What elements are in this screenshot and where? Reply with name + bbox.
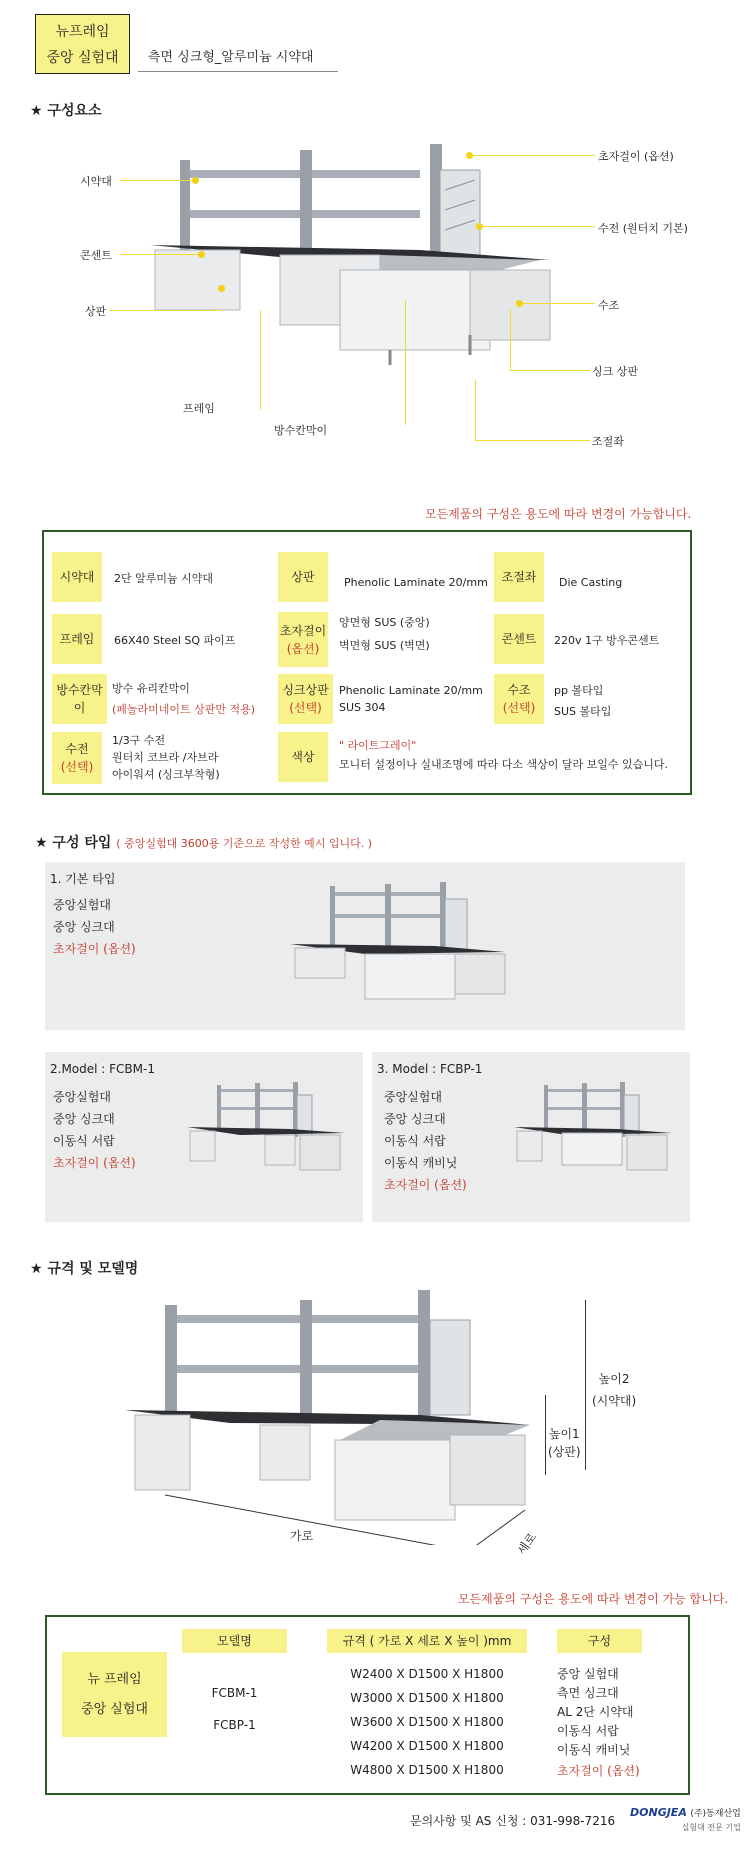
spec-value-leveler: Die Casting: [559, 576, 623, 589]
brand-line2: 중앙 실험대: [46, 50, 119, 66]
components-heading: ★ 구성요소: [30, 103, 102, 119]
label-splash-guard: 방수칸막이: [274, 424, 328, 437]
dimension-illustration: [120, 1285, 550, 1545]
spec-value-top: Phenolic Laminate 20/mm: [344, 576, 488, 589]
brand-line1: 뉴프레임: [55, 24, 110, 40]
spec-label-frame: 프레임: [52, 614, 102, 664]
label-reagent-shelf: 시약대: [80, 175, 112, 188]
label-faucet: 수전 (원터치 기본): [598, 222, 688, 235]
depth-label: 세로: [514, 1530, 540, 1558]
model-box: [45, 1615, 690, 1795]
type-fcbp-illustration: [512, 1077, 682, 1187]
type-fcbm-illustration: [185, 1077, 355, 1187]
label-leveler: 조절좌: [592, 435, 624, 448]
spec-label-sink-top: 싱크상판 (선택): [278, 674, 333, 724]
spec-value-outlet: 220v 1구 방우콘센트: [554, 634, 660, 647]
contact-info: 문의사항 및 AS 신청 : 031-998-7216: [410, 1814, 616, 1828]
model-name-box: 뉴 프레임 중앙 실험대: [62, 1652, 167, 1737]
col-header-composition: 구성: [557, 1629, 642, 1653]
type-fcbm-items: 중앙실험대 중앙 싱크대 이동식 서랍 초자걸이 (옵션): [53, 1090, 136, 1170]
model-specs: W2400 X D1500 X H1800 W3000 X D1500 X H1800 W3600 X D1500 X H1800 W4200 X D1500 X H1800 W4800 X D1500 X H1800: [350, 1667, 504, 1777]
types-heading: ★ 구성 타입 ( 중앙실험대 3600용 기준으로 작성한 예시 입니다. ): [35, 835, 373, 851]
spec-label-reagent: 시약대: [52, 552, 102, 602]
spec-value-glass-rack: 양면형 SUS (중앙) 벽면형 SUS (벽면): [339, 616, 430, 652]
spec-box: [42, 530, 692, 795]
spec-value-sink-top: Phenolic Laminate 20/mm SUS 304: [339, 684, 483, 714]
type-basic-title: 1. 기본 타입: [50, 872, 116, 886]
type-basic-panel: [45, 862, 685, 1030]
type-fcbp-title: 3. Model : FCBP-1: [377, 1062, 483, 1076]
col-header-spec: 규격 ( 가로 X 세로 X 높이 )mm: [327, 1629, 527, 1653]
spec-label-outlet: 콘센트: [494, 614, 544, 664]
type-fcbp-items: 중앙실험대 중앙 싱크대 이동식 서랍 이동식 캐비닛 초자걸이 (옵션): [384, 1090, 467, 1192]
dimensions-heading: ★ 규격 및 모델명: [30, 1261, 139, 1277]
spec-label-splash: 방수칸막이: [52, 674, 107, 724]
spec-value-sink: pp 볼타입 SUS 볼타입: [554, 684, 612, 718]
spec-value-frame: 66X40 Steel SQ 파이프: [114, 634, 236, 647]
spec-label-sink: 수조 (선택): [494, 674, 544, 724]
type-fcbm-panel: [45, 1052, 363, 1222]
dimensions-notice: 모든제품의 구성은 용도에 따라 변경이 가능 합니다.: [458, 1592, 729, 1606]
spec-label-glass-rack: 초자걸이 (옵션): [278, 612, 328, 667]
company-logo: DONGJEA (주)동재산업 실험대 전문 기업: [630, 1806, 741, 1832]
spec-value-color: " 라이트그레이" 모니터 설정이나 실내조명에 따라 다소 색상이 달라 보일수 있습니다.: [339, 739, 668, 771]
label-frame: 프레임: [183, 402, 215, 415]
label-glass-rack: 초자걸이 (옵션): [598, 150, 674, 163]
spec-label-leveler: 조절좌: [494, 552, 544, 602]
type-basic-illustration: [285, 874, 525, 1024]
components-notice: 모든제품의 구성은 용도에 따라 변경이 가능합니다.: [425, 507, 692, 521]
label-outlet: 콘센트: [80, 249, 112, 262]
spec-label-top: 상판: [278, 552, 328, 602]
spec-label-faucet: 수전 (선택): [52, 732, 102, 784]
spec-value-faucet: 1/3구 수전 원터치 코브라 /자브라 아이워셔 (싱크부착형): [112, 734, 220, 781]
col-header-model: 모델명: [182, 1629, 287, 1653]
label-sink: 수조: [598, 299, 620, 312]
height1-label: 높이1 (상판): [548, 1427, 581, 1459]
model-composition: 중앙 실험대 측면 싱크대 AL 2단 시약대 이동식 서랍 이동식 캐비닛 초자걸이 (옵션): [557, 1667, 640, 1778]
type-fcbp-panel: [372, 1052, 690, 1222]
spec-value-reagent: 2단 알루미늄 시약대: [114, 572, 213, 585]
label-sink-top: 싱크 상판: [592, 365, 639, 378]
type-fcbm-title: 2.Model : FCBM-1: [50, 1062, 155, 1076]
height2-label: 높이2 (시약대): [592, 1372, 637, 1408]
lab-bench-illustration: [140, 130, 580, 430]
spec-label-color: 색상: [278, 732, 328, 782]
label-top: 상판: [85, 305, 107, 318]
page-subtitle: 측면 싱크형_알루미늄 시약대: [138, 46, 338, 72]
width-label: 가로: [290, 1529, 314, 1543]
spec-value-splash: 방수 유리칸막이 (페놀라미네이트 상판만 적용): [112, 682, 256, 716]
model-names: FCBM-1 FCBP-1: [211, 1686, 258, 1732]
brand-box: [35, 14, 130, 74]
type-basic-items: 중앙실험대 중앙 싱크대 초자걸이 (옵션): [53, 898, 136, 956]
